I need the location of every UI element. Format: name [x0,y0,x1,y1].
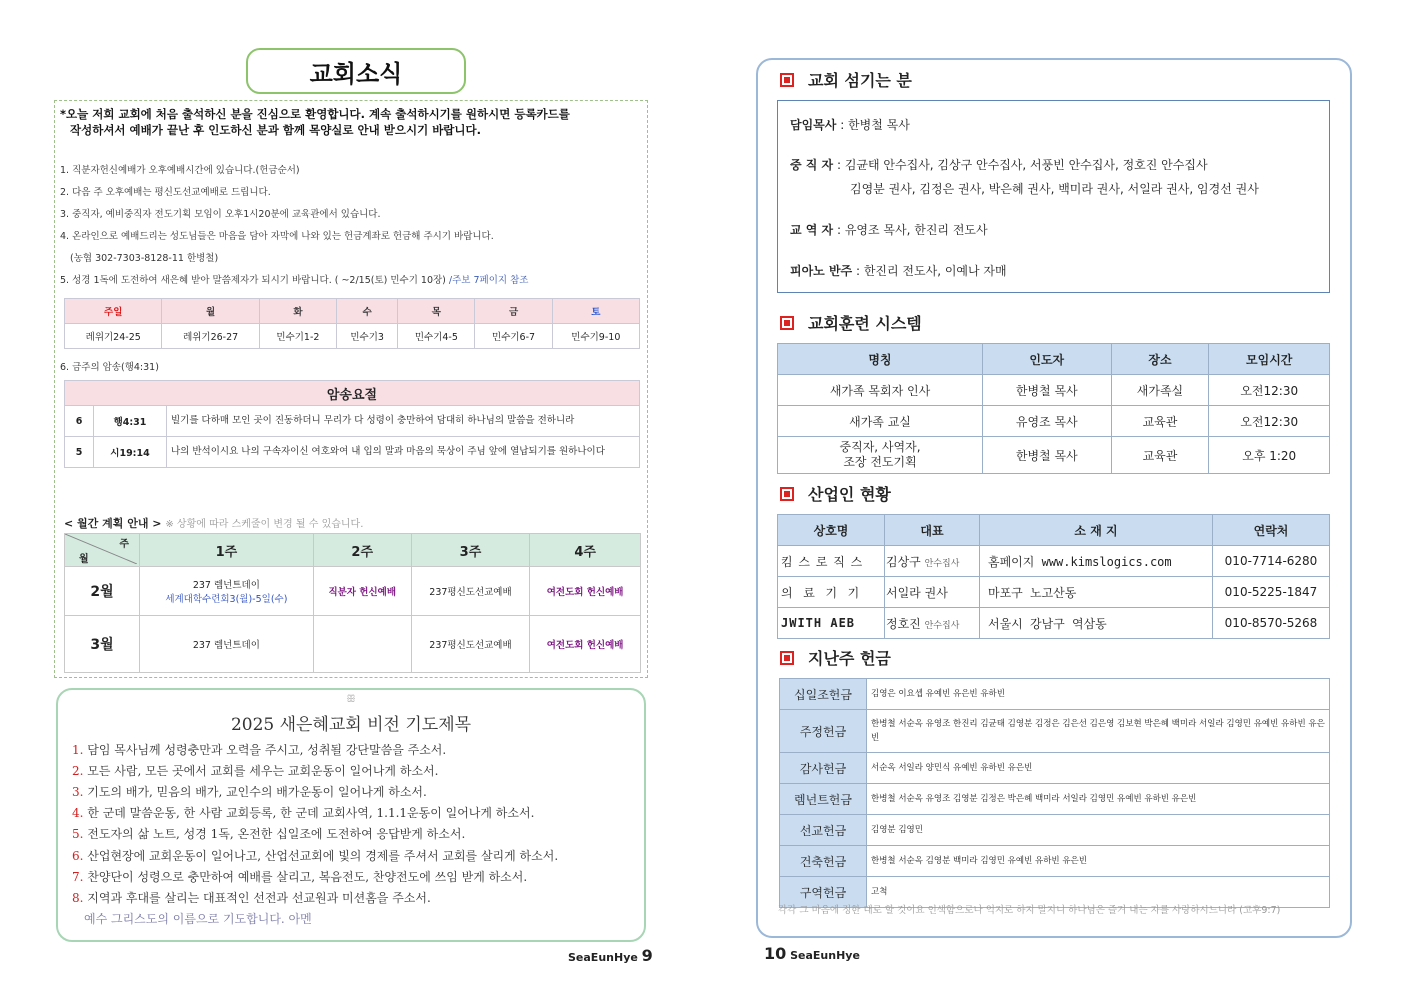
table-cell: 유영조 목사 [983,406,1111,437]
offering-type: 건축헌금 [780,846,867,877]
prayer-item [72,804,534,821]
table-row [65,437,640,468]
piano-value: : 한진리 전도사, 이예나 자매 [855,264,1007,278]
plan-caption [64,515,363,531]
table-row [780,679,1330,710]
section-heading [780,68,912,91]
column-header: 모임시간 [1209,344,1330,375]
business-name: 의 료 기 기 [778,577,885,608]
offering-names: 고척 [867,877,1330,908]
prayer-text: 모든 사람, 모든 곳에서 교회를 세우는 교회운동이 일어나게 하소서. [87,764,439,778]
square-bullet-icon [780,73,794,87]
offering-verse: 각각 그 마음에 정한 대로 할 것이요 인색함으로나 억지로 하지 말지니 하나님은 즐겨 내는 자를 사랑하시느니라 (고후9:7) [778,905,1281,916]
offering-type: 감사헌금 [780,753,867,784]
table-row [778,406,1330,437]
business-rep [885,546,980,577]
business-table [777,514,1330,639]
prayer-num: 3. [72,785,84,799]
memory-verse-table [64,380,640,468]
table-row [778,608,1330,639]
rep-name: 정호진 [886,616,921,631]
table-row [778,577,1330,608]
page-number-right [764,944,860,963]
prayer-num: 5. [72,827,84,841]
offering-type: 선교헌금 [780,815,867,846]
square-bullet-icon [780,316,794,330]
memo-ref: 행4:31 [94,406,167,437]
welcome-message [60,106,640,138]
notice-2: 2. 다음 주 오후예배는 평신도선교예배로 드립니다. [60,187,271,198]
rep-title: 권사 [924,585,948,600]
elders-value: : 김균태 안수집사, 김상구 안수집사, 서풍빈 안수집사, 정호진 안수집사 [836,158,1208,172]
corner-month: 월 [79,554,89,565]
table-cell: 오후 1:20 [1209,437,1330,474]
rep-name: 김상구 [886,554,921,569]
memo-num: 6 [65,406,94,437]
prayer-num: 6. [72,849,84,863]
table-row [778,375,1330,406]
table-row [780,753,1330,784]
piano-line [790,262,1007,279]
offering-type: 주정헌금 [780,710,867,753]
prayer-text: 한 군데 말씀운동, 한 사람 교회등록, 한 군데 교회사역, 1.1.1운동이 일어나게 하소서. [87,806,535,820]
corner-week: 주 [119,539,129,550]
prayer-text: 지역과 후대를 살리는 대표적인 선전과 선교원과 미션홈을 주소서. [87,891,431,905]
prayer-item [72,741,446,758]
table-row [780,846,1330,877]
offering-type: 렘넌트헌금 [780,784,867,815]
training-header-row [778,344,1330,375]
business-rep [885,577,980,608]
table-cell: 교육관 [1111,437,1209,474]
business-header-row [778,515,1330,546]
table-cell: 한병철 목사 [983,375,1111,406]
rep-name: 서일라 [886,585,921,600]
plan-week: 4주 [530,534,641,567]
plan-cell: 여전도회 헌신예배 [530,567,641,616]
staff-value: : 유영조 목사, 한진리 전도사 [836,223,988,237]
page-number-left [568,946,653,965]
prayer-ending: 예수 그리스도의 이름으로 기도합니다. 아멘 [84,912,312,926]
prayer-item [72,825,465,842]
plan-cell: 237평신도선교예배 [411,567,530,616]
section-title: 산업인 현황 [808,485,891,504]
plan-header-row [65,534,641,567]
column-header: 인도자 [983,344,1111,375]
prayer-item [72,868,527,885]
notice-5-text: 5. 성경 1독에 도전하여 새은혜 받아 말씀제자가 되시기 바랍니다. ( ~2/15(토) 민수기 10장) [60,275,446,286]
page-label: SeaEunHye [790,949,860,962]
square-bullet-icon [780,651,794,665]
business-phone: 010-7714-6280 [1213,546,1330,577]
monthly-plan-table [64,533,641,673]
notice-4-account: (농협 302-7303-8128-11 한병철) [70,253,219,264]
table-cell: 새가족 교실 [778,406,983,437]
training-table [777,343,1330,474]
memo-num: 5 [65,437,94,468]
prayer-text: 전도자의 삶 노트, 성경 1독, 온전한 십일조에 도전하여 응답받게 하소서. [87,827,466,841]
rep-title: 안수집사 [924,620,960,631]
plan-cell: 237평신도선교예배 [411,616,530,673]
plan-week: 1주 [140,534,314,567]
reading-day: 월 [162,299,259,324]
reading-passages-row [65,324,640,349]
table-row [780,815,1330,846]
offering-names: 김영분 김영민 [867,815,1330,846]
page-num: 10 [764,944,787,963]
reading-day: 화 [259,299,336,324]
plan-corner [65,534,140,567]
section-heading [780,482,891,505]
prayer-num: 7. [72,870,84,884]
business-phone: 010-5225-1847 [1213,577,1330,608]
table-cell: 교육관 [1111,406,1209,437]
table-cell: 새가족 목회자 인사 [778,375,983,406]
business-address: 홈페이지 www.kimslogics.com [980,546,1213,577]
plan-cell: 직분자 헌신예배 [313,567,411,616]
business-name: JWITH AEB [778,608,885,639]
plan-cell [313,616,411,673]
plan-week: 3주 [411,534,530,567]
prayer-num: 2. [72,764,84,778]
prayer-item [72,889,431,906]
plan-cell: 237 렘넌트데이 [140,616,314,673]
reading-passage: 민수기4-5 [398,324,475,349]
reading-day: 금 [475,299,552,324]
section-heading [780,311,922,334]
offering-type: 십일조헌금 [780,679,867,710]
plan-cell [140,567,314,616]
table-cell: 새가족실 [1111,375,1209,406]
prayer-text: 찬양단이 성령으로 충만하여 예배를 살리고, 복음전도, 찬양전도에 쓰임 받게 하소서. [87,870,528,884]
plan-month: 3월 [65,616,140,673]
plan-caption-title: < 월간 계획 안내 > [64,517,162,530]
reading-passage: 민수기6-7 [475,324,552,349]
elders-line-2: 김영분 권사, 김정은 권사, 박은혜 권사, 백미라 권사, 서일라 권사, 임경선 권사 [850,182,1259,196]
section-title: 교회훈련 시스템 [808,314,922,333]
prayer-item [72,783,427,800]
table-row [65,406,640,437]
business-rep [885,608,980,639]
section-title: 지난주 헌금 [808,649,891,668]
rep-title: 안수집사 [924,558,960,569]
table-cell: 한병철 목사 [983,437,1111,474]
business-address: 서울시 강남구 역삼동 [980,608,1213,639]
offering-names: 서순옥 서일라 양민식 유예빈 유하빈 유은빈 [867,753,1330,784]
plan-caption-note: ※ 상황에 따라 스케줄이 변경 될 수 있습니다. [165,519,364,530]
elders-label: 중 직 자 [790,158,834,172]
reading-days-row [65,299,640,324]
pastor-label: 담임목사 [790,118,837,132]
plan-cell: 여전도회 헌신예배 [530,616,641,673]
table-cell: 오전12:30 [1209,406,1330,437]
column-header: 소 재 지 [980,515,1213,546]
column-header: 장소 [1111,344,1209,375]
square-bullet-icon [780,487,794,501]
table-row [778,437,1330,474]
table-row [65,616,641,673]
plan-month: 2월 [65,567,140,616]
column-header: 상호명 [778,515,885,546]
staff-line [790,221,988,238]
offering-table [779,678,1330,908]
prayer-text: 담임 목사님께 성령충만과 오력을 주시고, 성취될 강단말씀을 주소서. [87,743,447,757]
elders-line [790,156,1208,173]
offering-names: 김영은 이요셉 유예빈 유은빈 유하빈 [867,679,1330,710]
memo-text: 나의 반석이시요 나의 구속자이신 여호와여 내 입의 말과 마음의 묵상이 주님 앞에 열납되기를 원하나이다 [167,437,640,468]
ornament-icon: ꕥ [346,694,356,705]
memo-ref: 시19:14 [94,437,167,468]
reading-day: 수 [337,299,398,324]
memo-label: 6. 금주의 암송(행4:31) [60,362,159,373]
prayer-text: 산업현장에 교회운동이 일어나고, 산업선교회에 빛의 경제를 주셔서 교회를 살리게 하소서. [87,849,559,863]
business-address: 마포구 노고산동 [980,577,1213,608]
bible-reading-table [64,298,640,349]
page-title: 교회소식 [246,48,466,94]
memo-text: 빌기를 다하매 모인 곳이 진동하더니 무리가 다 성령이 충만하여 담대히 하나님의 말씀을 전하니라 [167,406,640,437]
pastor-value: : 한병철 목사 [840,118,910,132]
reading-passage: 민수기9-10 [552,324,639,349]
reading-day: 주일 [65,299,162,324]
plan-event: 237 렘넌트데이 [192,580,260,591]
plan-week: 2주 [313,534,411,567]
offering-type: 구역헌금 [780,877,867,908]
reading-passage: 민수기1-2 [259,324,336,349]
page-num: 9 [641,946,653,965]
reading-day: 목 [398,299,475,324]
prayer-num: 1. [72,743,84,757]
staff-label: 교 역 자 [790,223,834,237]
notice-4: 4. 온라인으로 예배드리는 성도님들은 마음을 담아 자막에 나와 있는 헌금계좌로 헌금해 주시기 바랍니다. [60,231,494,242]
business-phone: 010-8570-5268 [1213,608,1330,639]
piano-label: 피아노 반주 [790,264,853,278]
table-row [778,546,1330,577]
table-cell: 중직자, 사역자, 조장 전도기획 [778,437,983,474]
page-label: SeaEunHye [568,951,638,964]
reading-passage: 민수기3 [337,324,398,349]
offering-names: 한병철 서순옥 유영조 김영분 김정은 박은혜 백미라 서일라 김영민 유예빈 유하빈 유은빈 [867,784,1330,815]
prayer-title: 2025 새은혜교회 비전 기도제목 [230,715,472,735]
column-header: 명칭 [778,344,983,375]
section-heading [780,646,891,669]
offering-names: 한병철 서순옥 유영조 한진리 김균태 김영분 김정은 김은선 김은영 김보현 박은혜 백미라 서일라 김영민 유예빈 유하빈 유은빈 [867,710,1330,753]
offering-names: 한병철 서순옥 김영분 백미라 김영민 유예빈 유하빈 유은빈 [867,846,1330,877]
memo-header: 암송요절 [65,381,640,406]
welcome-line-1: *오늘 저희 교회에 처음 출석하신 분을 진심으로 환영합니다. 계속 출석하시기를 원하시면 등록카드를 [60,107,570,121]
business-name: 킴 스 로 직 스 [778,546,885,577]
pastor-line [790,116,910,133]
section-title: 교회 섬기는 분 [808,71,912,90]
notice-1: 1. 직분자헌신예배가 오후예배시간에 있습니다.(헌금순서) [60,165,300,176]
notice-3: 3. 중직자, 예비중직자 전도기획 모임이 오후1시20분에 교육관에서 있습니다. [60,209,381,220]
prayer-text: 기도의 배가, 믿음의 배가, 교인수의 배가운동이 일어나게 하소서. [87,785,427,799]
notice-5-link[interactable]: /주보 7페이지 참조 [448,275,529,286]
reading-day: 토 [552,299,639,324]
column-header: 연락처 [1213,515,1330,546]
prayer-item [72,847,558,864]
prayer-item [72,762,438,779]
table-row [65,567,641,616]
column-header: 대표 [885,515,980,546]
reading-passage: 레위기26-27 [162,324,259,349]
prayer-num: 8. [72,891,84,905]
reading-passage: 레위기24-25 [65,324,162,349]
table-row [780,784,1330,815]
prayer-num: 4. [72,806,84,820]
table-row [780,710,1330,753]
plan-event: 세계대학수련회3(월)-5일(수) [165,594,288,605]
welcome-line-2: 작성하셔서 예배가 끝난 후 인도하신 분과 함께 목양실로 안내 받으시기 바랍니다. [70,123,481,137]
notice-5 [60,272,528,286]
table-cell: 오전12:30 [1209,375,1330,406]
